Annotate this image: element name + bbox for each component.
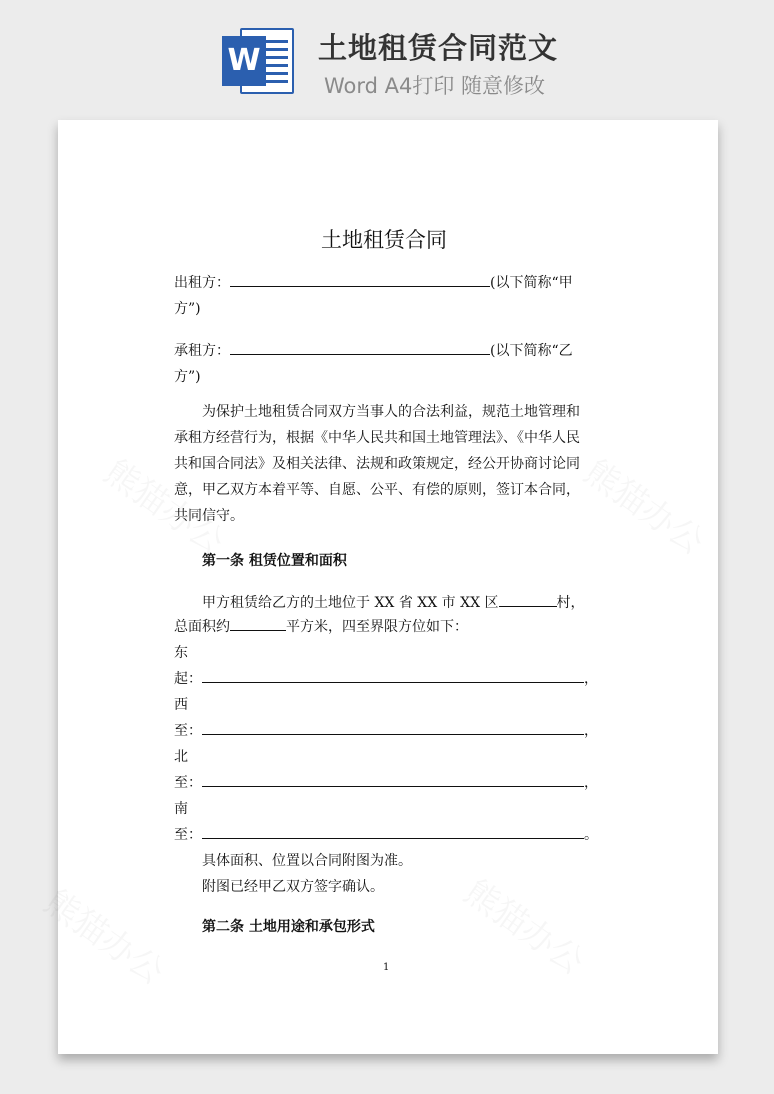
bound-east-blank[interactable] <box>202 668 584 683</box>
bound-south-blank[interactable] <box>202 824 584 839</box>
lessee-line <box>174 340 573 360</box>
area-line: 总面积约 平方米，四至界限方位如下： <box>174 616 468 636</box>
bound-west-line: 至： ， <box>174 720 598 740</box>
document-title: 土地租赁合同 <box>321 228 447 252</box>
lessee-cont: 方”) <box>174 369 201 385</box>
word-logo-letter: W <box>222 36 266 86</box>
bound-west-blank[interactable] <box>202 720 584 735</box>
watermark <box>456 865 596 983</box>
lessee-suffix: (以下简称“乙 <box>490 343 573 359</box>
word-icon <box>222 24 294 98</box>
lessor-cont: 方”) <box>174 301 201 317</box>
watermark <box>36 875 176 993</box>
document-page <box>58 120 718 1054</box>
note-area: 具体面积、位置以合同附图为准。 <box>202 853 412 869</box>
bound-north-line: 至： ， <box>174 772 598 792</box>
note-signed: 附图已经甲乙双方签字确认。 <box>202 879 384 895</box>
banner-title: 土地租赁合同范文 <box>318 31 559 65</box>
lessee-blank[interactable] <box>230 340 490 355</box>
lessor-label: 出租方： <box>174 275 230 291</box>
watermark <box>576 445 716 563</box>
article-2-heading: 第二条 土地用途和承包形式 <box>202 919 375 935</box>
lessor-blank[interactable] <box>230 272 490 287</box>
page-number: 1 <box>383 962 390 973</box>
lessor-suffix: (以下简称“甲 <box>490 275 573 291</box>
bound-north-char: 北 <box>174 749 188 765</box>
bound-west-char: 西 <box>174 697 188 713</box>
banner <box>0 0 774 112</box>
location-line: 甲方租赁给乙方的土地位于 XX 省 XX 市 XX 区 村， <box>202 592 585 612</box>
bound-south-char: 南 <box>174 801 188 817</box>
bound-south-line: 至： 。 <box>174 824 598 844</box>
intro-paragraph: 为保护土地租赁合同双方当事人的合法利益，规范土地管理和 承租方经营行为，根据《中华人民共和国土地管理法》、《中华人民 共和国合同法》及相关法律、法规和政策规定，经公开协商讨论同 意，甲乙双方本着平等、自愿、公平、有偿的原则，签订本合同， 共同信守。 <box>174 404 580 524</box>
bound-north-blank[interactable] <box>202 772 584 787</box>
banner-subtitle: Word A4打印 随意修改 <box>324 74 546 98</box>
article-1-heading: 第一条 租赁位置和面积 <box>202 553 347 569</box>
lessee-label: 承租方： <box>174 343 230 359</box>
village-blank[interactable] <box>499 592 557 607</box>
area-blank[interactable] <box>230 616 286 631</box>
bound-east-char: 东 <box>174 645 188 661</box>
bound-east-line: 起： ， <box>174 668 598 688</box>
lessor-line <box>174 272 573 292</box>
